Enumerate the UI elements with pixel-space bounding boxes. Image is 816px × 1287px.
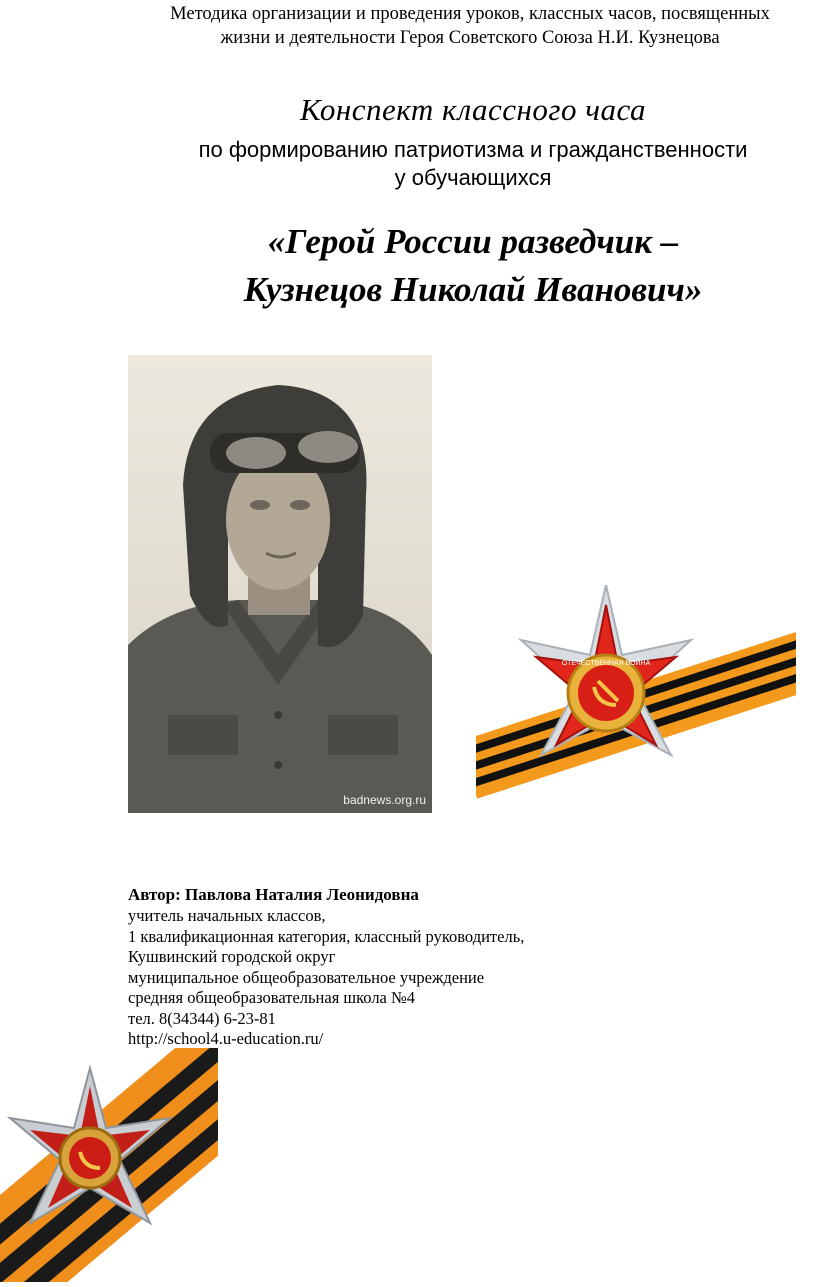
subtitle-italic: Конспект классного часа	[299, 92, 647, 127]
author-line: Кушвинский городской округ	[128, 947, 336, 966]
document-header	[120, 2, 816, 50]
header-line-2: жизни и деятельности Героя Советского Союза Н.И. Кузнецова	[220, 28, 720, 48]
author-line: тел. 8(34344) 6-23-81	[128, 1008, 276, 1028]
author-block	[128, 884, 748, 1050]
author-line: средняя общеобразовательная школа №4	[128, 988, 415, 1007]
order-corner-illustration	[0, 1048, 218, 1282]
main-title	[0, 218, 816, 314]
portrait-illustration	[128, 355, 432, 813]
author-line: учитель начальных классов,	[128, 906, 326, 925]
author-website: http://school4.u-education.ru/	[128, 1029, 324, 1048]
main-title-line-1: «Герой России разведчик –	[267, 222, 679, 261]
order-ring-text: ОТЕЧЕСТВЕННАЯ ВОЙНА	[561, 660, 651, 667]
subtitle-line-1: по формированию патриотизма и гражданственности	[198, 137, 748, 162]
author-name: Автор: Павлова Наталия Леонидовна	[128, 885, 419, 904]
subtitle-line-2: у обучающихся	[394, 165, 552, 190]
order-illustration	[476, 585, 796, 815]
author-line: 1 квалификационная категория, классный руководитель,	[128, 926, 525, 946]
main-title-line-2: Кузнецов Николай Иванович»	[243, 270, 703, 309]
author-line: муниципальное общеобразовательное учреждение	[128, 967, 485, 987]
order-decoration-bottom-left	[0, 1048, 218, 1282]
photo-watermark: badnews.org.ru	[343, 793, 426, 807]
header-line-1: Методика организации и проведения уроков, классных часов, посвященных	[170, 4, 770, 24]
portrait-photo	[128, 355, 432, 813]
order-of-patriotic-war-image	[476, 585, 796, 815]
